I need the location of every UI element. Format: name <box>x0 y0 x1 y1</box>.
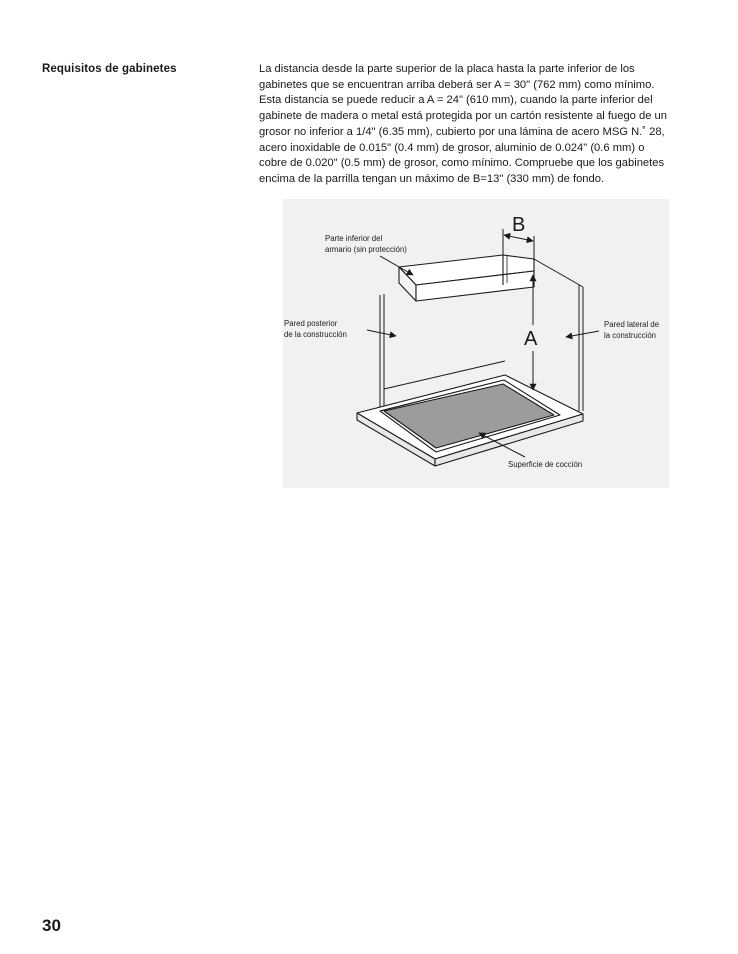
paragraph-line: acero inoxidable de 0.015" (0.4 mm) de grosor, aluminio de 0.024" (0.6 mm) o <box>259 141 645 154</box>
side-wall-label-line: Pared lateral de <box>604 320 660 329</box>
paragraph-line: gabinete de madera o metal está protegida por un cartón resistente al fuego de un <box>259 110 667 123</box>
rear-wall-label-line: Pared posterior <box>284 319 338 328</box>
paragraph-line: gabinetes que se encuentran arriba deberá ser A = 30" (762 mm) como mínimo. <box>259 78 655 91</box>
label-b: B <box>512 214 526 236</box>
diagram-svg <box>283 199 669 488</box>
side-wall-label-line: la construcción <box>604 331 657 340</box>
label-a: A <box>524 328 538 350</box>
body-paragraph <box>259 62 699 188</box>
cabinet-clearance-diagram <box>283 199 669 488</box>
paragraph-line: cobre de 0.020" (0.5 mm) de grosor, como mínimo. Compruebe que los gabinetes <box>259 157 665 170</box>
section-title: Requisitos de gabinetes <box>42 63 177 75</box>
cooking-surface-label: Superficie de cocción <box>508 460 583 469</box>
page-number: 30 <box>42 916 61 935</box>
paragraph-line: La distancia desde la parte superior de la placa hasta la parte inferior de los <box>259 63 635 75</box>
cabinet-label-line: Parte inferior del <box>325 234 383 243</box>
paragraph-line: grosor no inferior a 1/4" (6.35 mm), cubierto por una lámina de acero MSG N.˚ 28, <box>259 125 665 138</box>
paragraph-line: encima de la parrilla tengan un máximo de B=13" (330 mm) de fondo. <box>259 172 605 185</box>
cabinet-label-line: armario (sin protección) <box>325 245 407 254</box>
rear-wall-label-line: de la construcción <box>284 330 347 339</box>
paragraph-line: Esta distancia se puede reducir a A = 24" (610 mm), cuando la parte inferior del <box>259 94 653 107</box>
